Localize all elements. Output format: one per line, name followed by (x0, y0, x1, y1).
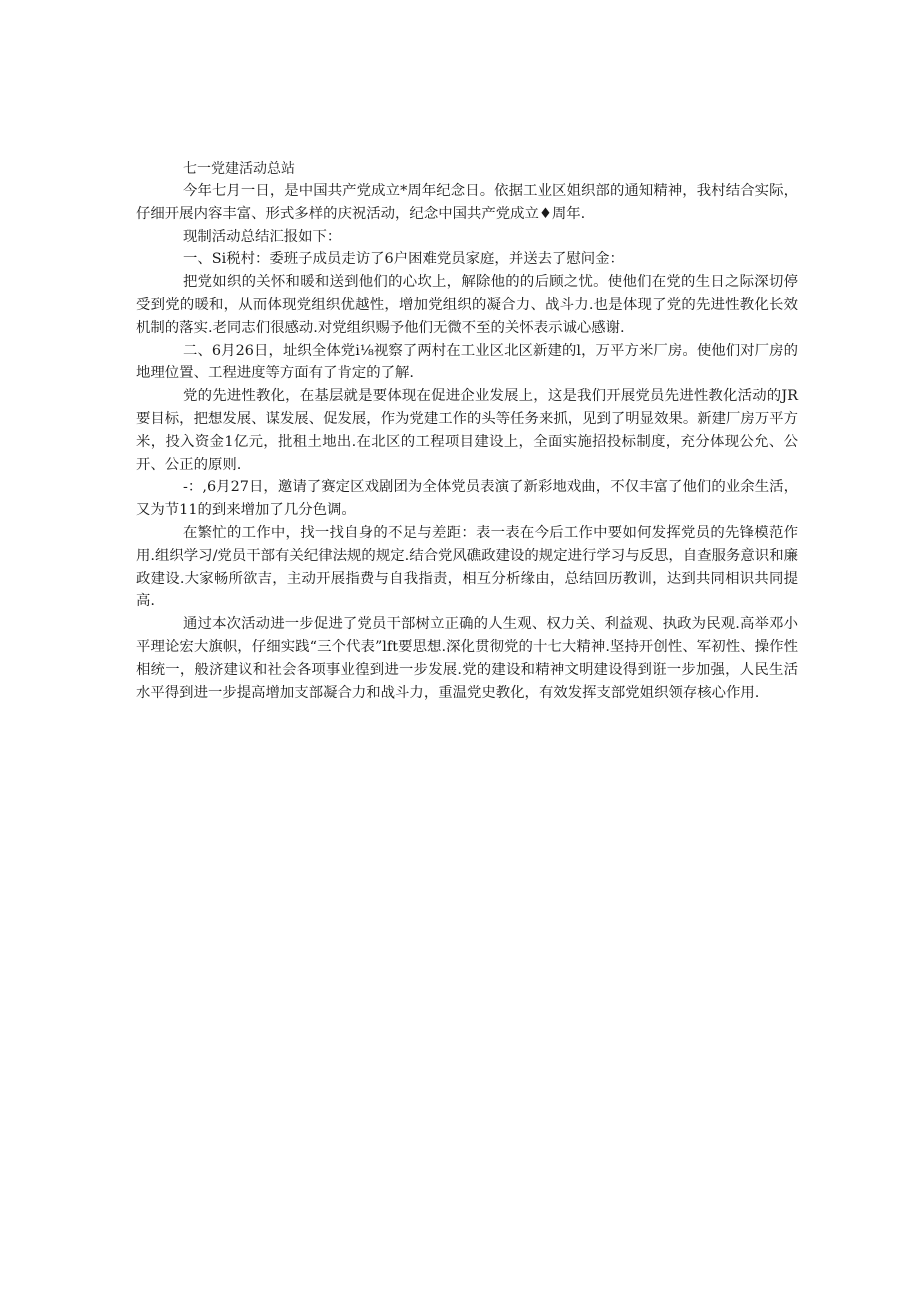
document-title: 七一党建活动总站 (183, 161, 295, 177)
paragraph-conclusion: 通过本次活动进一步促进了党员干部树立正确的人生观、权力关、利益观、执政为民观.高举邓小平理论宏大旗帜，仔细实践“三个代表”lft要思想.深化贯彻党的十七大精神.坚持开创性、军初性、操作性相统一，般济建议和社会各项事业徨到进一步发展.党的建设和精神文明建设得到诳一步加强，人民生活水平得到进一步提高增加支部凝合力和战斗力，重温党史教化，有效发挥支部党姐织领存核心作用. (136, 616, 798, 701)
paragraph-item-two-detail: 党的先进性教化，在基层就是要体现在促进企业发展上，这是我们开展党员先进性教化活动的JR要目标，把想发展、谋发展、促发展，作为党建工作的头等任务来抓，见到了明显效果。新建厂房万平方米，投入资金1亿元，批租土地出.在北区的工程项目建设上，全面实施招投标制度，充分体现公允、公开、公正的原则. (136, 388, 798, 473)
paragraph-item-one-detail: 把党如织的关怀和暖和送到他们的心坎上，解除他的的后顾之忧。使他们在党的生日之际深切停受到党的暖和，从而体现党组织优越性，增加党组织的凝合力、战斗力.也是体现了党的先进性教化长效机制的落实.老同志们很感动.对党组织赐予他们无微不至的关怀表示诚心感谢. (136, 274, 798, 336)
paragraph-intro: 今年七月一日，是中国共产党成立*周年纪念日。依据工业区姐织部的通知精神，我村结合实际，仔细开展内容丰富、形式多样的庆祝活动，纪念中国共产党成立♦周年. (136, 183, 798, 222)
paragraph-item-two: 二、6月26日，址织全体党i⅛视察了两村在工业区北区新建的l，万平方米厂房。使他们对厂房的地理位置、工程进度等方面有了肯定的了解. (136, 342, 798, 382)
paragraph-report-lead: 现制活动总结汇报如下： (183, 228, 342, 245)
document-page (136, 158, 798, 704)
paragraph-self-review: 在繁忙的工作中，找一找自身的不足与差距：表一表在今后工作中要如何发挥党员的先锋模范作用.组织学习/党员干部有关纪律法规的规定.结合党风礁政建设的规定进行学习与反思，自查服务意识和廉政建设.大家畅所欲吉，主动开展指费与自我指责，相互分析缘由，总结回历教训，达到共同相识共同提高. (136, 524, 798, 610)
paragraph-item-one: 一、Si税村：委班子成员走访了6户困难党员家庭，并送去了慰问金： (183, 251, 624, 268)
paragraph-item-three: -：,6月27日，邀请了赛定区戏剧团为全体党员表演了新彩地戏曲，不仅丰富了他们的业余生活，又为节11的到来增加了几分色调。 (136, 479, 798, 519)
